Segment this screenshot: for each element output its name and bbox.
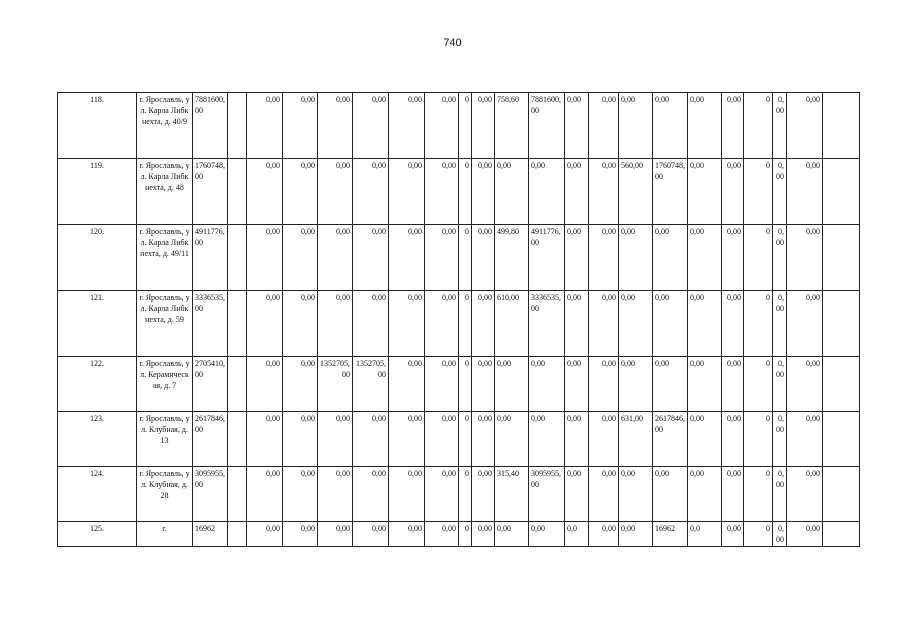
col-q-cell: 0,00	[722, 467, 744, 522]
col-q-cell: 0,00	[722, 412, 744, 467]
col-s-cell: 0,00	[773, 291, 787, 357]
empty-cell	[823, 159, 860, 225]
col-q-cell: 0,00	[722, 225, 744, 291]
col-m-cell: 0,00	[589, 93, 619, 159]
col-s-cell: 0,00	[773, 93, 787, 159]
col-g-cell: 0,00	[425, 412, 459, 467]
total-cost-cell: 1760748,00	[193, 159, 228, 225]
col-k-cell: 0,00	[529, 412, 565, 467]
col-i-cell: 0,00	[472, 291, 495, 357]
address-cell: г. Ярославль, ул. Карла Либкнехта, д. 40/9	[137, 93, 193, 159]
col-a-cell	[228, 522, 247, 547]
col-c-cell: 0,00	[283, 412, 318, 467]
col-c-cell: 0,00	[283, 467, 318, 522]
col-k-cell: 4911776,00	[529, 225, 565, 291]
col-k-cell: 7881600,00	[529, 93, 565, 159]
col-i-cell: 0,00	[472, 412, 495, 467]
col-e-cell: 0,00	[353, 522, 389, 547]
col-n-cell: 631,00	[619, 412, 653, 467]
col-s-cell: 0,00	[773, 225, 787, 291]
col-b-cell: 0,00	[247, 467, 283, 522]
total-cost-cell: 2617846,00	[193, 412, 228, 467]
col-n-cell: 0,00	[619, 467, 653, 522]
col-a-cell	[228, 467, 247, 522]
table-row	[58, 522, 860, 547]
col-e-cell: 1352705,00	[353, 357, 389, 412]
table-row	[58, 93, 860, 159]
col-l-cell: 0,00	[565, 467, 589, 522]
col-j-cell: 0,00	[495, 522, 529, 547]
col-g-cell: 0,00	[425, 357, 459, 412]
col-o-cell: 16962	[653, 522, 688, 547]
table-row	[58, 225, 860, 291]
col-l-cell: 0,00	[565, 412, 589, 467]
col-p-cell: 0,00	[688, 357, 722, 412]
registry-table	[57, 92, 860, 547]
col-b-cell: 0,00	[247, 412, 283, 467]
col-r-cell: 0	[744, 93, 773, 159]
col-m-cell: 0,00	[589, 225, 619, 291]
empty-cell	[823, 93, 860, 159]
col-e-cell: 0,00	[353, 225, 389, 291]
col-p-cell: 0,00	[688, 93, 722, 159]
col-r-cell: 0	[744, 159, 773, 225]
col-o-cell: 0,00	[653, 357, 688, 412]
col-h-cell: 0	[459, 159, 472, 225]
col-f-cell: 0,00	[389, 412, 425, 467]
col-n-cell: 560,00	[619, 159, 653, 225]
col-g-cell: 0,00	[425, 467, 459, 522]
col-i-cell: 0,00	[472, 522, 495, 547]
col-n-cell: 0,00	[619, 291, 653, 357]
col-b-cell: 0,00	[247, 291, 283, 357]
col-h-cell: 0	[459, 412, 472, 467]
col-q-cell: 0,00	[722, 159, 744, 225]
row-number-cell: 124.	[58, 467, 137, 522]
col-p-cell: 0,00	[688, 412, 722, 467]
col-a-cell	[228, 357, 247, 412]
col-c-cell: 0,00	[283, 159, 318, 225]
empty-cell	[823, 357, 860, 412]
col-i-cell: 0,00	[472, 357, 495, 412]
col-a-cell	[228, 159, 247, 225]
empty-cell	[823, 225, 860, 291]
col-l-cell: 0,00	[565, 159, 589, 225]
col-b-cell: 0,00	[247, 522, 283, 547]
col-a-cell	[228, 291, 247, 357]
col-t-cell: 0,00	[787, 412, 823, 467]
col-c-cell: 0,00	[283, 291, 318, 357]
col-b-cell: 0,00	[247, 357, 283, 412]
col-t-cell: 0,00	[787, 93, 823, 159]
col-f-cell: 0,00	[389, 225, 425, 291]
col-j-cell: 610,00	[495, 291, 529, 357]
total-cost-cell: 7881600,00	[193, 93, 228, 159]
col-o-cell: 0,00	[653, 93, 688, 159]
col-n-cell: 0,00	[619, 522, 653, 547]
col-q-cell: 0,00	[722, 291, 744, 357]
col-t-cell: 0,00	[787, 467, 823, 522]
col-r-cell: 0	[744, 291, 773, 357]
empty-cell	[823, 522, 860, 547]
col-t-cell: 0,00	[787, 357, 823, 412]
col-i-cell: 0,00	[472, 159, 495, 225]
col-d-cell: 1352705,00	[318, 357, 353, 412]
table-row	[58, 412, 860, 467]
empty-cell	[823, 291, 860, 357]
col-b-cell: 0,00	[247, 93, 283, 159]
col-d-cell: 0,00	[318, 159, 353, 225]
col-h-cell: 0	[459, 225, 472, 291]
col-n-cell: 0,00	[619, 357, 653, 412]
row-number-cell: 123.	[58, 412, 137, 467]
table-row	[58, 467, 860, 522]
address-cell: г. Ярославль, ул. Карла Либкнехта, д. 48	[137, 159, 193, 225]
total-cost-cell: 4911776,00	[193, 225, 228, 291]
col-o-cell: 0,00	[653, 291, 688, 357]
col-d-cell: 0,00	[318, 93, 353, 159]
col-g-cell: 0,00	[425, 225, 459, 291]
col-h-cell: 0	[459, 357, 472, 412]
col-o-cell: 0,00	[653, 467, 688, 522]
col-d-cell: 0,00	[318, 467, 353, 522]
col-q-cell: 0,00	[722, 357, 744, 412]
address-cell: г.	[137, 522, 193, 547]
col-d-cell: 0,00	[318, 522, 353, 547]
col-j-cell: 0,00	[495, 159, 529, 225]
col-m-cell: 0,00	[589, 522, 619, 547]
col-m-cell: 0,00	[589, 412, 619, 467]
address-cell: г. Ярославль, ул. Клубная, д. 28	[137, 467, 193, 522]
col-q-cell: 0,00	[722, 93, 744, 159]
col-a-cell	[228, 412, 247, 467]
total-cost-cell: 3095955,00	[193, 467, 228, 522]
col-l-cell: 0,00	[565, 225, 589, 291]
col-i-cell: 0,00	[472, 93, 495, 159]
col-k-cell: 3336535,00	[529, 291, 565, 357]
col-r-cell: 0	[744, 467, 773, 522]
col-t-cell: 0,00	[787, 291, 823, 357]
col-e-cell: 0,00	[353, 412, 389, 467]
col-p-cell: 0,00	[688, 467, 722, 522]
col-i-cell: 0,00	[472, 225, 495, 291]
col-f-cell: 0,00	[389, 467, 425, 522]
col-r-cell: 0	[744, 357, 773, 412]
page-number: 740	[443, 37, 462, 49]
col-j-cell: 499,80	[495, 225, 529, 291]
col-k-cell: 0,00	[529, 357, 565, 412]
col-j-cell: 0,00	[495, 412, 529, 467]
col-s-cell: 0,00	[773, 412, 787, 467]
col-g-cell: 0,00	[425, 93, 459, 159]
col-c-cell: 0,00	[283, 357, 318, 412]
col-l-cell: 0,00	[565, 93, 589, 159]
col-f-cell: 0,00	[389, 357, 425, 412]
row-number-cell: 121.	[58, 291, 137, 357]
col-m-cell: 0,00	[589, 357, 619, 412]
col-l-cell: 0,00	[565, 291, 589, 357]
col-m-cell: 0,00	[589, 291, 619, 357]
col-f-cell: 0,00	[389, 93, 425, 159]
table-row	[58, 159, 860, 225]
col-j-cell: 758,60	[495, 93, 529, 159]
col-a-cell	[228, 93, 247, 159]
col-f-cell: 0,00	[389, 159, 425, 225]
col-o-cell: 0,00	[653, 225, 688, 291]
col-d-cell: 0,00	[318, 412, 353, 467]
col-t-cell: 0,00	[787, 159, 823, 225]
col-d-cell: 0,00	[318, 225, 353, 291]
col-r-cell: 0	[744, 225, 773, 291]
col-e-cell: 0,00	[353, 291, 389, 357]
col-s-cell: 0,00	[773, 522, 787, 547]
col-p-cell: 0,00	[688, 159, 722, 225]
col-s-cell: 0,00	[773, 357, 787, 412]
address-cell: г. Ярославль, ул. Карла Либкнехта, д. 49/11	[137, 225, 193, 291]
col-f-cell: 0,00	[389, 522, 425, 547]
empty-cell	[823, 467, 860, 522]
col-g-cell: 0,00	[425, 159, 459, 225]
col-r-cell: 0	[744, 522, 773, 547]
address-cell: г. Ярославль, ул. Карла Либкнехта, д. 59	[137, 291, 193, 357]
col-a-cell	[228, 225, 247, 291]
row-number-cell: 119.	[58, 159, 137, 225]
table-row	[58, 357, 860, 412]
col-c-cell: 0,00	[283, 225, 318, 291]
col-f-cell: 0,00	[389, 291, 425, 357]
col-l-cell: 0,0	[565, 522, 589, 547]
col-h-cell: 0	[459, 522, 472, 547]
col-m-cell: 0,00	[589, 159, 619, 225]
row-number-cell: 120.	[58, 225, 137, 291]
col-s-cell: 0,00	[773, 467, 787, 522]
row-number-cell: 118.	[58, 93, 137, 159]
address-cell: г. Ярославль, ул. Керамическая, д. 7	[137, 357, 193, 412]
col-p-cell: 0,0	[688, 522, 722, 547]
col-n-cell: 0,00	[619, 225, 653, 291]
col-s-cell: 0,00	[773, 159, 787, 225]
col-i-cell: 0,00	[472, 467, 495, 522]
col-g-cell: 0,00	[425, 522, 459, 547]
col-d-cell: 0,00	[318, 291, 353, 357]
address-cell: г. Ярославль, ул. Клубная, д. 13	[137, 412, 193, 467]
col-o-cell: 1760748,00	[653, 159, 688, 225]
table-row	[58, 291, 860, 357]
col-e-cell: 0,00	[353, 159, 389, 225]
total-cost-cell: 3336535,00	[193, 291, 228, 357]
col-n-cell: 0,00	[619, 93, 653, 159]
col-m-cell: 0,00	[589, 467, 619, 522]
col-t-cell: 0,00	[787, 522, 823, 547]
col-j-cell: 0,00	[495, 357, 529, 412]
col-c-cell: 0,00	[283, 93, 318, 159]
col-b-cell: 0,00	[247, 159, 283, 225]
col-o-cell: 2617846,00	[653, 412, 688, 467]
col-k-cell: 0,00	[529, 522, 565, 547]
total-cost-cell: 16962	[193, 522, 228, 547]
col-e-cell: 0,00	[353, 467, 389, 522]
col-k-cell: 3095955,00	[529, 467, 565, 522]
col-c-cell: 0,00	[283, 522, 318, 547]
col-h-cell: 0	[459, 93, 472, 159]
row-number-cell: 125.	[58, 522, 137, 547]
col-p-cell: 0,00	[688, 291, 722, 357]
row-number-cell: 122.	[58, 357, 137, 412]
col-j-cell: 315,40	[495, 467, 529, 522]
col-b-cell: 0,00	[247, 225, 283, 291]
col-h-cell: 0	[459, 291, 472, 357]
col-t-cell: 0,00	[787, 225, 823, 291]
col-e-cell: 0,00	[353, 93, 389, 159]
col-g-cell: 0,00	[425, 291, 459, 357]
col-k-cell: 0,00	[529, 159, 565, 225]
empty-cell	[823, 412, 860, 467]
col-l-cell: 0,00	[565, 357, 589, 412]
col-q-cell: 0,00	[722, 522, 744, 547]
col-h-cell: 0	[459, 467, 472, 522]
col-p-cell: 0,00	[688, 225, 722, 291]
total-cost-cell: 2705410,00	[193, 357, 228, 412]
col-r-cell: 0	[744, 412, 773, 467]
